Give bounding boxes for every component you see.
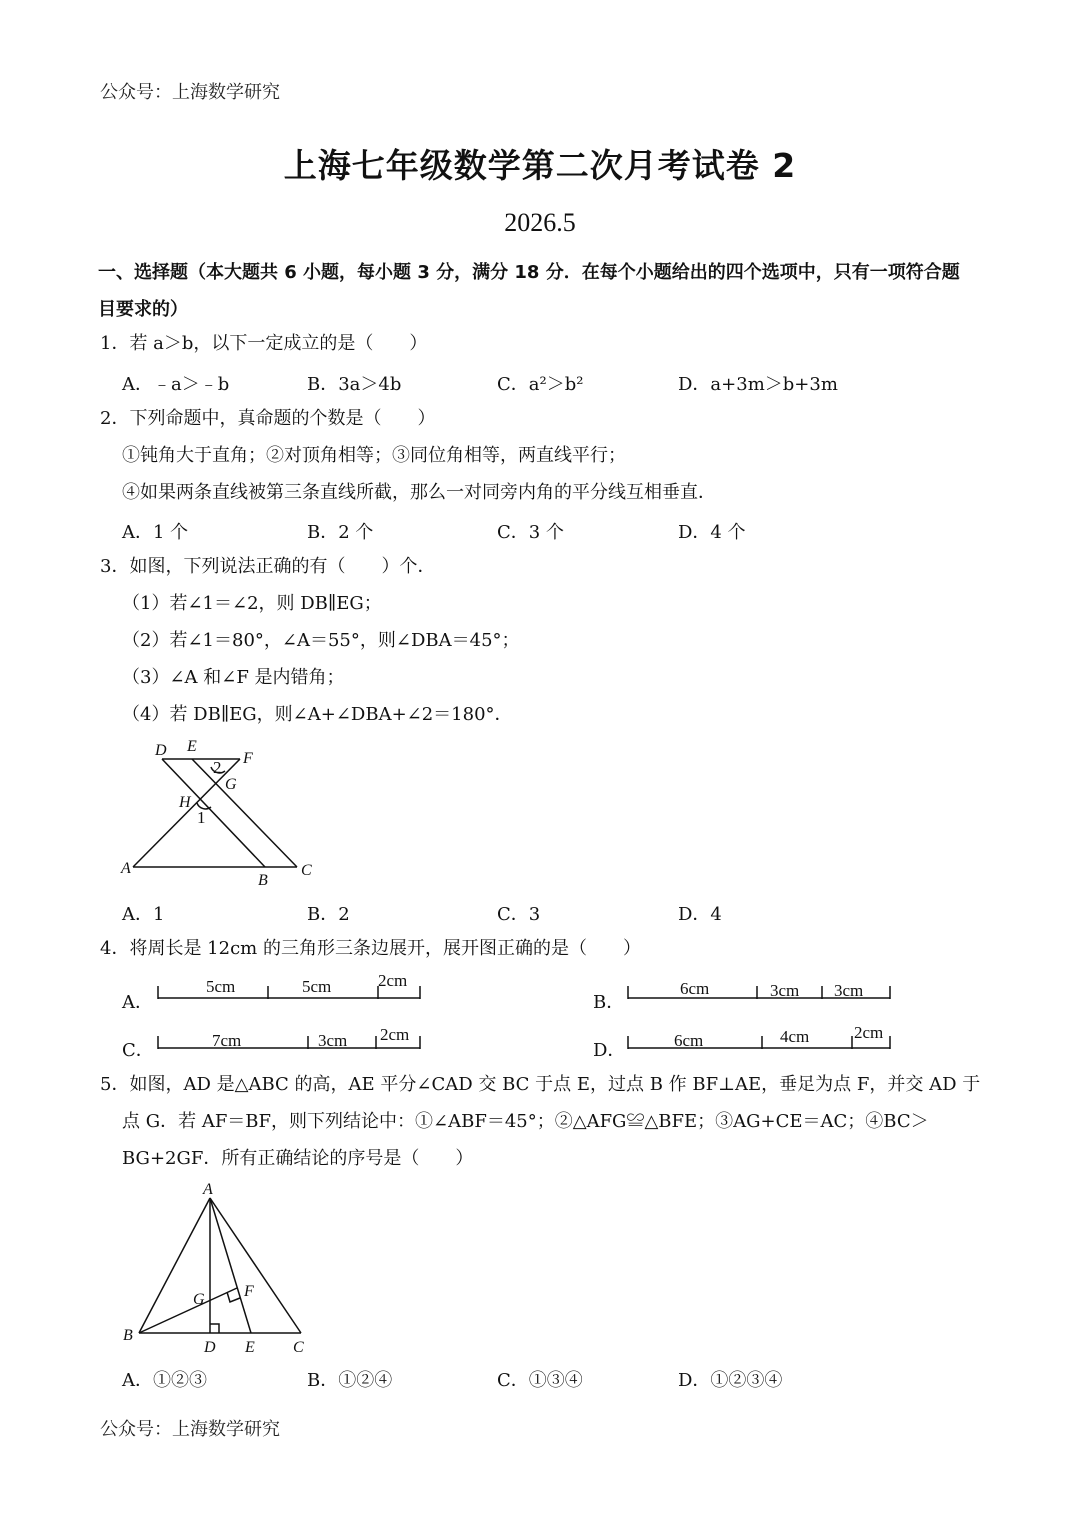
- page-footer: 公众号：上海数学研究: [100, 1419, 280, 1440]
- label-F: F: [243, 750, 253, 767]
- q3-item-3: （3）∠A 和∠F 是内错角；: [122, 667, 345, 688]
- q3-figure: [115, 735, 325, 890]
- q4-c-seg-3: 2cm: [380, 1025, 410, 1044]
- q4-option-b-label: B．: [593, 992, 625, 1013]
- q3-option-a: A．1: [122, 904, 165, 925]
- q1-option-a: A．﹣a＞﹣b: [122, 374, 230, 395]
- label-C: C: [293, 1339, 304, 1356]
- q1-stem: 1．若 a＞b，以下一定成立的是（ ）: [100, 333, 428, 354]
- label-E: E: [187, 738, 197, 755]
- section-heading-line2: 目要求的）: [98, 299, 188, 320]
- q5-option-d: D．①②③④: [678, 1370, 783, 1391]
- q3-option-c: C．3: [497, 904, 541, 925]
- q4-option-c-label: C．: [122, 1040, 154, 1061]
- q1-option-d: D．a+3m＞b+3m: [678, 374, 838, 395]
- page-header: 公众号：上海数学研究: [100, 82, 280, 103]
- q3-option-d: D．4: [678, 904, 722, 925]
- q4-option-d-diagram: [620, 1018, 900, 1054]
- q2-stem: 2．下列命题中，真命题的个数是（ ）: [100, 408, 436, 429]
- q4-c-seg-2: 3cm: [318, 1031, 348, 1050]
- line-AF: [133, 759, 240, 867]
- right-angle-D: [210, 1324, 219, 1333]
- q3-option-b: B．2: [307, 904, 350, 925]
- q5-figure: [115, 1178, 325, 1358]
- q4-stem: 4．将周长是 12cm 的三角形三条边展开，展开图正确的是（ ）: [100, 938, 641, 959]
- q4-option-c-diagram: [150, 1018, 430, 1054]
- q4-b-seg-2: 3cm: [770, 981, 800, 1000]
- section-heading-line1: 一、选择题（本大题共 6 小题，每小题 3 分，满分 18 分．在每个小题给出的四个选项中，只有一项符合题: [98, 262, 960, 283]
- label-A: A: [203, 1181, 213, 1198]
- q4-b-seg-1: 6cm: [680, 979, 710, 998]
- side-AC: [210, 1198, 301, 1333]
- bisector-AE: [210, 1198, 251, 1333]
- q2-option-a: A．1 个: [122, 522, 189, 543]
- label-B: B: [123, 1327, 133, 1344]
- q5-option-b: B．①②④: [307, 1370, 393, 1391]
- q4-a-seg-2: 5cm: [302, 977, 332, 996]
- q4-d-seg-1: 6cm: [674, 1031, 704, 1050]
- q3-item-2: （2）若∠1＝80°，∠A＝55°，则∠DBA＝45°；: [122, 630, 520, 651]
- q4-option-d-label: D．: [593, 1040, 626, 1061]
- q4-option-b-diagram: [620, 968, 900, 1004]
- q3-item-1: （1）若∠1＝∠2，则 DB∥EG；: [122, 593, 382, 614]
- exam-title: 上海七年级数学第二次月考试卷 2: [283, 146, 797, 185]
- q2-statements-line1: ①钝角大于直角；②对顶角相等；③同位角相等，两直线平行；: [122, 445, 626, 466]
- q4-d-seg-2: 4cm: [780, 1027, 810, 1046]
- q3-item-4: （4）若 DB∥EG，则∠A+∠DBA+∠2＝180°．: [122, 704, 513, 725]
- q2-statements-line2: ④如果两条直线被第三条直线所截，那么一对同旁内角的平分线互相垂直．: [122, 482, 716, 503]
- q1-option-c: C．a²＞b²: [497, 374, 584, 395]
- label-D: D: [204, 1339, 216, 1356]
- line-EC: [192, 759, 297, 867]
- label-H: H: [179, 794, 191, 811]
- label-C: C: [301, 862, 312, 879]
- q4-c-seg-1: 7cm: [212, 1031, 242, 1050]
- q3-stem: 3．如图，下列说法正确的有（ ）个．: [100, 556, 436, 577]
- q4-a-seg-1: 5cm: [206, 977, 236, 996]
- q5-option-c: C．①③④: [497, 1370, 583, 1391]
- side-AB: [139, 1198, 210, 1333]
- label-F: F: [244, 1283, 254, 1300]
- label-2: 2: [213, 758, 222, 777]
- q4-option-a-label: A．: [122, 992, 153, 1013]
- q2-option-b: B．2 个: [307, 522, 374, 543]
- label-D: D: [155, 742, 167, 759]
- q2-option-c: C．3 个: [497, 522, 564, 543]
- q5-stem-line1: 5．如图，AD 是△ABC 的高，AE 平分∠CAD 交 BC 于点 E，过点 B 作 BF⊥AE，垂足为点 F，并交 AD 于: [100, 1074, 981, 1095]
- line-BF: [139, 1288, 237, 1333]
- right-angle-F: [227, 1292, 240, 1302]
- label-E: E: [245, 1339, 255, 1356]
- label-1: 1: [197, 808, 206, 827]
- q5-option-a: A．①②③: [122, 1370, 207, 1391]
- q5-stem-line3: BG+2GF．所有正确结论的序号是（ ）: [122, 1148, 474, 1169]
- q4-d-seg-3: 2cm: [854, 1023, 884, 1042]
- q5-stem-line2: 点 G．若 AF＝BF，则下列结论中：①∠ABF＝45°；②△AFG≌△BFE；③AG+CE＝AC；④BC＞: [122, 1111, 929, 1132]
- q1-option-b: B．3a＞4b: [307, 374, 402, 395]
- q4-a-seg-3: 2cm: [378, 971, 408, 990]
- q4-option-a-diagram: [150, 968, 430, 1004]
- exam-date: 2026.5: [504, 208, 576, 237]
- q4-b-seg-3: 3cm: [834, 981, 864, 1000]
- label-A: A: [121, 860, 131, 877]
- label-B: B: [258, 872, 268, 889]
- label-G: G: [193, 1291, 205, 1308]
- q2-option-d: D．4 个: [678, 522, 746, 543]
- label-G: G: [225, 776, 237, 793]
